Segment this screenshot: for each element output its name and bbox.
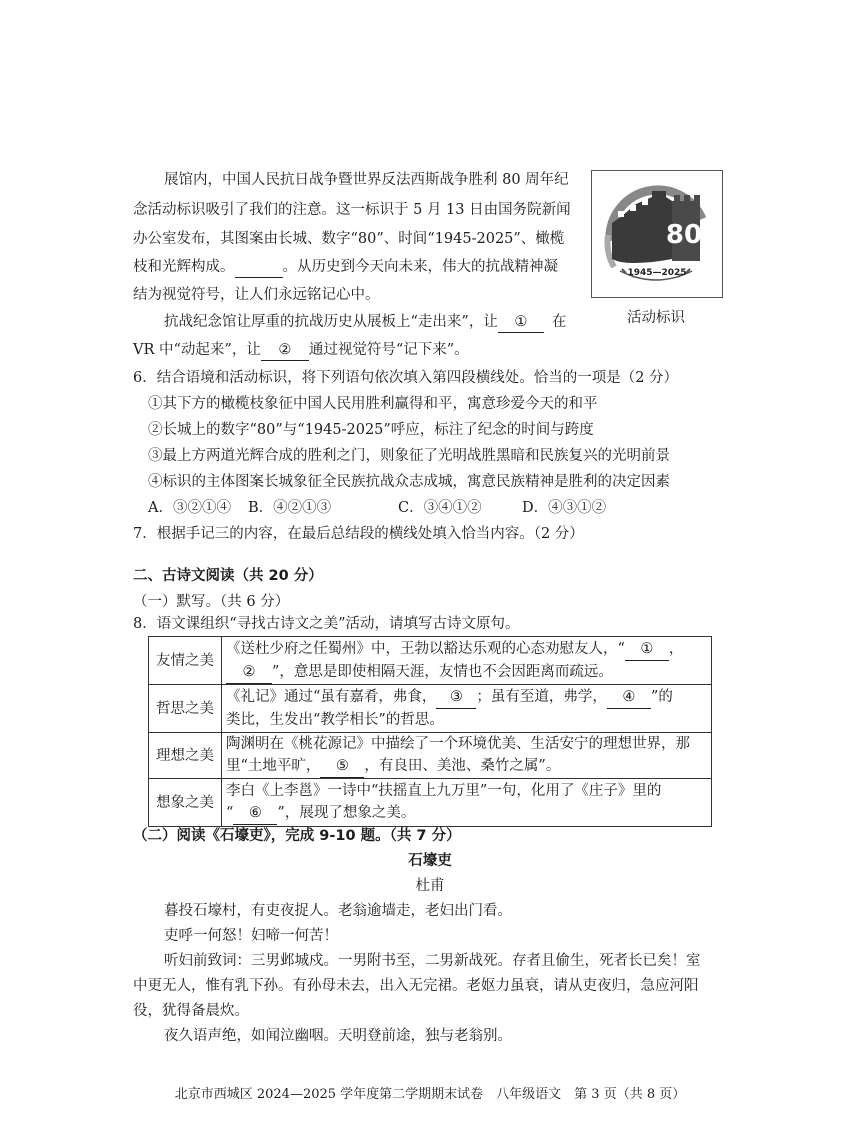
- q6-option-c[interactable]: C．③④①②: [398, 500, 482, 516]
- row-3-text-a: 陶渊明在《桃花源记》中描绘了一个环境优美、生活安宁的理想世界，那: [226, 736, 690, 752]
- q6-option-b[interactable]: B．④②①③: [248, 500, 332, 516]
- poem-author: 杜甫: [415, 878, 445, 894]
- blank-6[interactable]: ⑥: [233, 802, 277, 825]
- category-cell: 友情之美: [149, 637, 222, 685]
- great-wall-logo-icon: [592, 171, 722, 297]
- category-cell: 理想之美: [149, 733, 222, 779]
- poem-line-6: 夜久语声绝，如闻泣幽咽。天明登前途，独与老翁别。: [164, 1028, 512, 1044]
- blank-2[interactable]: ②: [226, 661, 272, 684]
- poem-line-3: 听妇前致词：三男邺城戍。一男附书至，二男新战死。存者且偷生，死者长已矣！室: [164, 953, 701, 969]
- content-cell: [222, 779, 712, 827]
- row-2-text-b: ；虽有至道，弗学，: [476, 689, 607, 705]
- page-footer: 北京市西城区 2024—2025 学年度第二学期期末试卷 八年级语文 第 3 页（共 8 页）: [174, 1087, 686, 1102]
- blank-3[interactable]: ③: [436, 686, 476, 709]
- q6-item-2: ②长城上的数字“80”与“1945-2025”呼应，标注了纪念的时间与跨度: [148, 422, 594, 438]
- section-2-sub-2: （二）阅读《石壕吏》，完成 9-10 题。（共 7 分）: [133, 828, 461, 844]
- table-row: [149, 685, 712, 733]
- poem-title: 石壕吏: [408, 853, 452, 869]
- row-4-text-a: 李白《上李邕》一诗中“扶摇直上九万里”一句，化用了《庄子》里的: [226, 783, 662, 799]
- section-2-sub-1: （一）默写。（共 6 分）: [133, 594, 290, 610]
- passage-line-6-start: 抗战纪念馆让厚重的抗战历史从展板上“走出来”，让: [164, 314, 498, 330]
- table-row: [149, 733, 712, 779]
- q7-stem: 7．根据手记三的内容，在最后总结段的横线处填入恰当内容。（2 分）: [133, 526, 584, 542]
- passage-line-4-start: 枝和光辉构成。: [133, 259, 235, 275]
- poem-line-1: 暮投石壕村，有吏夜捉人。老翁逾墙走，老妇出门看。: [164, 903, 512, 919]
- content-cell: [222, 685, 712, 733]
- passage-line-3: 办公室发布，其图案由长城、数字“80”、时间“1945-2025”、橄榄: [133, 231, 565, 247]
- table-row: [149, 779, 712, 827]
- logo-caption: 活动标识: [627, 310, 685, 326]
- passage-line-2: 念活动标识吸引了我们的注意。这一标识于 5 月 13 日由国务院新闻: [133, 202, 571, 218]
- q6-stem: 6．结合语境和活动标识，将下列语句依次填入第四段横线处。恰当的一项是（2 分）: [133, 370, 679, 386]
- poem-line-2: 吏呼一何怒！妇啼一何苦！: [164, 928, 338, 944]
- blank-1[interactable]: ①: [498, 312, 544, 333]
- q6-item-1: ①其下方的橄榄枝象征中国人民用胜利赢得和平，寓意珍爱今天的和平: [148, 396, 598, 412]
- passage-line-1: 展馆内，中国人民抗日战争暨世界反法西斯战争胜利 80 周年纪: [164, 172, 569, 188]
- content-cell: [222, 637, 712, 685]
- poetry-table: [148, 636, 712, 827]
- activity-logo: [591, 170, 723, 298]
- fill-blank-line[interactable]: [235, 257, 283, 278]
- blank-2[interactable]: ②: [261, 340, 309, 361]
- content-cell: [222, 733, 712, 779]
- category-cell: 想象之美: [149, 779, 222, 827]
- row-4-text-b: “: [226, 805, 234, 821]
- row-3-text-c: ，有良田、美池、桑竹之属”。: [364, 758, 561, 774]
- row-2-text-c: ”的: [650, 689, 673, 705]
- passage-line-6: [164, 312, 566, 333]
- passage-line-7-end: 通过视觉符号“记下来”。: [308, 342, 469, 358]
- section-2-title: 二、古诗文阅读（共 20 分）: [133, 568, 323, 584]
- table-row: [149, 637, 712, 685]
- q6-option-d[interactable]: D．④③①②: [522, 500, 607, 516]
- q6-item-4: ④标识的主体图案长城象征全民族抗战众志成城，寓意民族精神是胜利的决定因素: [148, 474, 670, 490]
- logo-years: 1945—2025: [627, 268, 687, 278]
- logo-number: 80: [665, 220, 703, 250]
- blank-5[interactable]: ⑤: [320, 755, 364, 778]
- row-3-text-b: 里“土地平旷，: [226, 758, 321, 774]
- row-2-text-d: 类比，生发出“教学相长”的哲思。: [226, 712, 444, 728]
- row-1-text-b: ，: [668, 640, 684, 657]
- passage-line-7-start: VR 中“动起来”，让: [133, 342, 261, 358]
- poem-line-4: 中更无人，惟有乳下孙。有孙母未去，出入无完裙。老妪力虽衰，请从吏夜归，急应河阳: [133, 978, 699, 994]
- row-4-text-c: ”，展现了想象之美。: [277, 805, 416, 821]
- q8-stem: 8．语文课组织“寻找古诗文之美”活动，请填写古诗文原句。: [133, 616, 520, 632]
- row-1-text-a: 《送杜少府之任蜀州》中，王勃以豁达乐观的心态劝慰友人，“: [226, 640, 625, 657]
- passage-line-6-end: 在: [551, 314, 567, 330]
- q6-item-3: ③最上方两道光辉合成的胜利之门，则象征了光明战胜黑暗和民族复兴的光明前景: [148, 448, 670, 464]
- passage-line-4: [133, 257, 558, 278]
- row-2-text-a: 《礼记》通过“虽有嘉肴，弗食，: [226, 689, 437, 705]
- passage-line-7: [133, 340, 469, 361]
- passage-line-5: 结为视觉符号，让人们永远铭记心中。: [133, 287, 380, 303]
- poem-line-5: 役，犹得备晨炊。: [133, 1003, 249, 1019]
- blank-1[interactable]: ①: [625, 638, 669, 661]
- blank-4[interactable]: ④: [607, 686, 651, 709]
- q6-option-a[interactable]: A．③②①④: [148, 500, 231, 516]
- passage-line-4-end: 。从历史到今天向未来，伟大的抗战精神凝: [282, 259, 558, 275]
- category-cell: 哲思之美: [149, 685, 222, 733]
- row-1-text-c: ”，意思是即使相隔天涯，友情也不会因距离而疏远。: [272, 663, 613, 680]
